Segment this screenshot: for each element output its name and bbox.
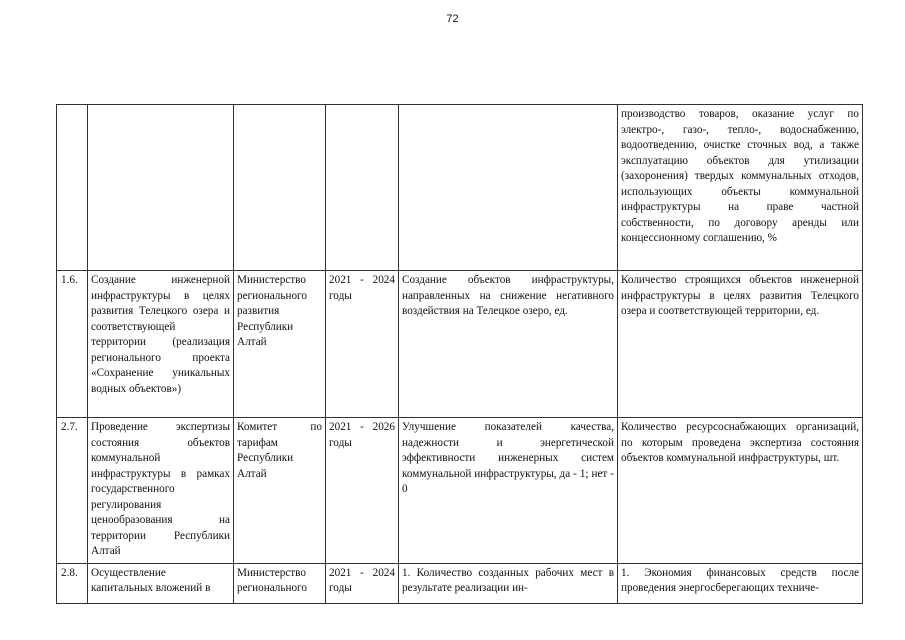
measure-name: Создание инженерной инфраструктуры в целях развития Телецкого озера и соответствующей территории (реализация регионального проекта «Сохранение уникальных водных объектов») bbox=[88, 271, 234, 418]
indicator: Количество строящихся объектов инженерной инфраструктуры в целях развития Телецкого озера и соответствующей территории, ед. bbox=[618, 271, 863, 418]
executor: Комитет по тарифам Республики Алтай bbox=[234, 418, 326, 564]
period bbox=[326, 105, 399, 271]
indicator: Количество ресурсоснабжающих организаций, по которым проведена экспертиза состояния объектов коммунальной инфраструктуры, шт. bbox=[618, 418, 863, 564]
measure-name bbox=[88, 105, 234, 271]
indicator: производство товаров, оказание услуг по электро-, газо-, тепло-, водоснабжению, водоотведению, очистке сточных вод, а также эксплуатацию объектов для утилизации (захоронения) твердых коммунальных отходов, использующих объекты коммунальной инфраструктуры на праве частной собственности, по договору аренды или концессионному соглашению, % bbox=[618, 105, 863, 271]
measure-name: Осуществление капитальных вложений в bbox=[88, 563, 234, 603]
row-number: 2.8. bbox=[57, 563, 88, 603]
executor: Министерство регионального bbox=[234, 563, 326, 603]
period: 2021 - 2026 годы bbox=[326, 418, 399, 564]
period: 2021 - 2024 годы bbox=[326, 563, 399, 603]
expected-result: Создание объектов инфраструктуры, направленных на снижение негативного воздействия на Телецкое озеро, ед. bbox=[399, 271, 618, 418]
page-number: 72 bbox=[446, 13, 459, 25]
program-table bbox=[56, 104, 863, 604]
expected-result: Улучшение показателей качества, надежности и энергетической эффективности инженерных систем коммунальной инфраструктуры, да - 1; нет - 0 bbox=[399, 418, 618, 564]
table-row bbox=[57, 563, 863, 603]
indicator: 1. Экономия финансовых средств после проведения энергосберегающих техниче- bbox=[618, 563, 863, 603]
row-number: 2.7. bbox=[57, 418, 88, 564]
row-number: 1.6. bbox=[57, 271, 88, 418]
expected-result bbox=[399, 105, 618, 271]
program-table-container bbox=[56, 104, 864, 594]
period: 2021 - 2024 годы bbox=[326, 271, 399, 418]
table-row bbox=[57, 271, 863, 418]
expected-result: 1. Количество созданных рабочих мест в результате реализации ин- bbox=[399, 563, 618, 603]
measure-name: Проведение экспертизы состояния объектов коммунальной инфраструктуры в рамках государственного регулирования ценообразования на территории Республики Алтай bbox=[88, 418, 234, 564]
executor: Министерство регионального развития Республики Алтай bbox=[234, 271, 326, 418]
row-number bbox=[57, 105, 88, 271]
executor bbox=[234, 105, 326, 271]
table-row bbox=[57, 418, 863, 564]
table-row bbox=[57, 105, 863, 271]
